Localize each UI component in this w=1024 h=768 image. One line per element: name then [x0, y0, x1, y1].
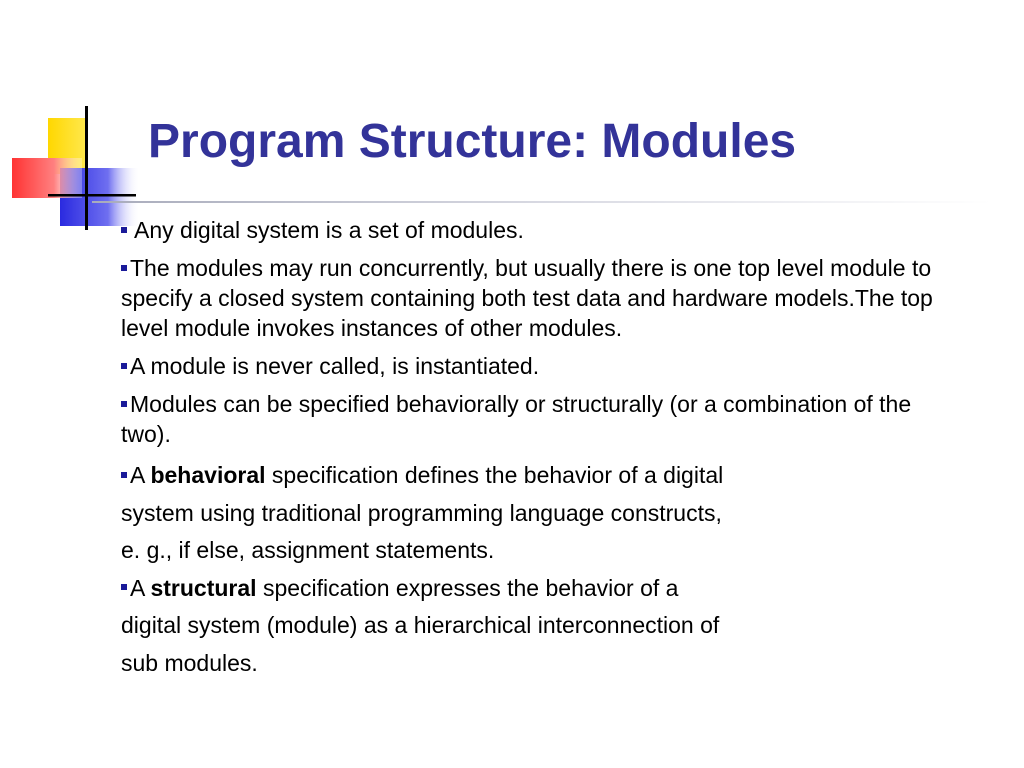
square-bullet-icon: [121, 584, 127, 590]
square-bullet-icon: [121, 227, 127, 233]
bold-term: behavioral: [150, 462, 266, 488]
list-item: [121, 570, 951, 683]
bullet-text: Modules can be specified behaviorally or structurally (or a combination of the two).: [121, 391, 912, 447]
list-item: [121, 389, 951, 449]
bullet-text: Any digital system is a set of modules.: [134, 217, 524, 243]
bullet-prefix: A: [130, 462, 145, 488]
bullet-text: A module is never called, is instantiated.: [130, 353, 540, 379]
bullet-text-line2: system using traditional programming language constructs,: [121, 499, 722, 526]
list-item: [121, 215, 951, 245]
bullet-text-line3: sub modules.: [121, 649, 258, 676]
corner-blocks-logo-icon: [10, 106, 150, 230]
bullet-text-line3: e. g., if else, assignment statements.: [121, 537, 495, 563]
square-bullet-icon: [121, 401, 127, 407]
slide-body: [121, 215, 951, 682]
bullet-prefix: A: [130, 574, 145, 601]
bullet-text-line2: digital system (module) as a hierarchical interconnection of: [121, 612, 720, 638]
bullet-text: The modules may run concurrently, but usually there is one top level module to specify a closed system containing both test data and hardware models.The top level module invokes instances of other modules.: [121, 255, 933, 341]
square-bullet-icon: [121, 363, 127, 369]
list-item: [121, 351, 951, 381]
list-item: [121, 457, 951, 570]
title-divider: [92, 198, 992, 206]
square-bullet-icon: [121, 472, 127, 478]
list-item: [121, 253, 951, 343]
bullet-text-line1: specification expresses the behavior of a: [262, 574, 679, 601]
bullet-text-line1: specification defines the behavior of a digital: [271, 462, 724, 488]
bold-term: structural: [150, 574, 257, 601]
square-bullet-icon: [121, 265, 127, 271]
slide-title: Program Structure: Modules: [148, 115, 797, 168]
